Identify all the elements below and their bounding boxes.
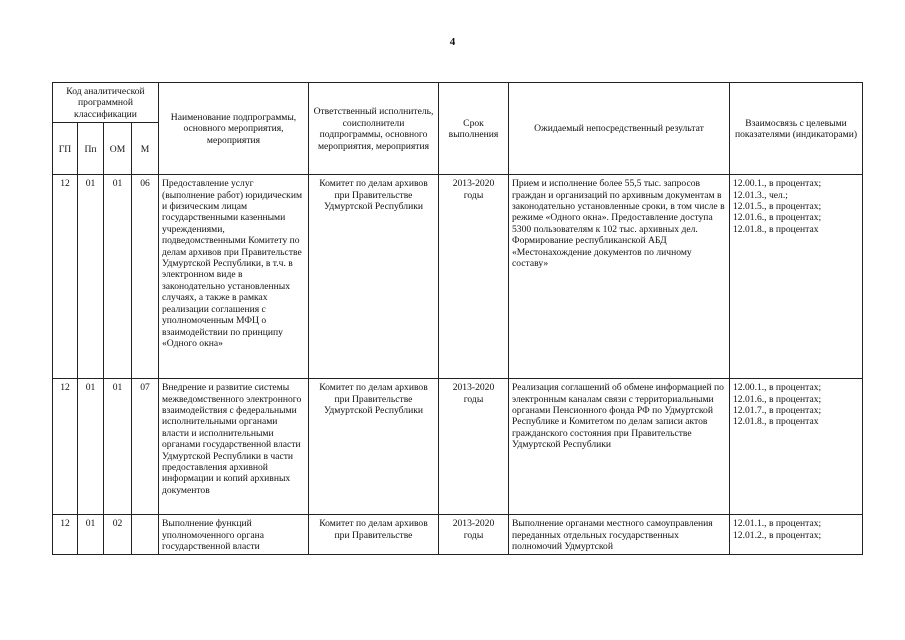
cell-gp: 12 (53, 175, 78, 379)
cell-result: Выполнение органами местного самоуправления переданных отдельных государственных полномочий Удмуртской (509, 515, 730, 555)
indicator: 12.01.2., в процентах; (733, 529, 822, 541)
cell-name: Внедрение и развитие системы межведомственного электронного взаимодействия с федеральными исполнительными органами власти и исполнительными органами государственной власти Удмуртской Республики в части предоставления архивной информации и копий архивных документов (159, 379, 309, 515)
table-row (53, 515, 863, 555)
cell-pp: 01 (78, 515, 104, 555)
cell-indicators (730, 379, 863, 515)
cell-name: Предоставление услуг (выполнение работ) юридическим и физическим лицам государственными казенными учреждениями, подведомственными Комитету по делам архивов при Правительстве Удмуртской Республики, в т.ч. в электронном виде в законодательно установленных случаях, а также в рамках реализации соглашения с уполномоченным МФЦ о взаимодействии по принципу «Одного окна» (159, 175, 309, 379)
header-row (53, 83, 863, 123)
program-table (52, 82, 863, 555)
indicator: 12.01.7., в процентах; (733, 405, 822, 417)
header-link: Взаимосвязь с целевыми показателями (индикаторами) (730, 83, 863, 175)
header-pp: Пп (78, 123, 104, 175)
table-row (53, 379, 863, 515)
cell-result: Реализация соглашений об обмене информацией по электронным каналам связи с территориальными органами Пенсионного фонда РФ по Удмуртской Республике и Комитетом по делам записи актов гражданского состояния при Правительстве Удмуртской Республики (509, 379, 730, 515)
header-m: М (132, 123, 159, 175)
header-executor: Ответственный исполнитель, соисполнители подпрограммы, основного мероприятия, мероприятия (309, 83, 439, 175)
cell-m: 07 (132, 379, 159, 515)
indicator: 12.01.1., в процентах; (733, 518, 822, 530)
cell-executor: Комитет по делам архивов при Правительстве Удмуртской Республики (309, 379, 439, 515)
table-row (53, 175, 863, 379)
cell-om: 01 (104, 175, 132, 379)
header-name: Наименование подпрограммы, основного мероприятия, мероприятия (159, 83, 309, 175)
cell-executor: Комитет по делам архивов при Правительстве Удмуртской Республики (309, 175, 439, 379)
cell-term: 2013-2020 годы (439, 379, 509, 515)
cell-gp: 12 (53, 515, 78, 555)
indicator: 12.00.1., в процентах; (733, 382, 822, 394)
cell-term: 2013-2020 годы (439, 175, 509, 379)
cell-m (132, 515, 159, 555)
cell-om: 01 (104, 379, 132, 515)
cell-pp: 01 (78, 175, 104, 379)
header-result: Ожидаемый непосредственный результат (509, 83, 730, 175)
indicator: 12.01.3., чел.; (733, 189, 788, 201)
header-term: Срок выполнения (439, 83, 509, 175)
indicator: 12.01.8., в процентах (733, 223, 819, 235)
header-om: ОМ (104, 123, 132, 175)
cell-om: 02 (104, 515, 132, 555)
cell-gp: 12 (53, 379, 78, 515)
page-number: 4 (449, 36, 456, 48)
header-gp: ГП (53, 123, 78, 175)
indicator: 12.01.6., в процентах; (733, 212, 822, 224)
cell-indicators (730, 515, 863, 555)
cell-executor: Комитет по делам архивов при Правительстве (309, 515, 439, 555)
header-code: Код аналитической программной классификации (53, 83, 159, 123)
indicator: 12.01.6., в процентах; (733, 393, 822, 405)
indicator: 12.01.5., в процентах; (733, 201, 822, 213)
indicator: 12.00.1., в процентах; (733, 178, 822, 190)
cell-term: 2013-2020 годы (439, 515, 509, 555)
cell-result: Прием и исполнение более 55,5 тыс. запросов граждан и организаций по архивным документам в законодательно установленные сроки, в том числе в режиме «Одного окна». Предоставление доступа 5300 пользователям к 102 тыс. архивных дел. Формирование республиканской АБД «Местонахождение документов по личному составу» (509, 175, 730, 379)
cell-name: Выполнение функций уполномоченного органа государственной власти (159, 515, 309, 555)
cell-m: 06 (132, 175, 159, 379)
cell-pp: 01 (78, 379, 104, 515)
cell-indicators (730, 175, 863, 379)
indicator: 12.01.8., в процентах (733, 416, 819, 428)
